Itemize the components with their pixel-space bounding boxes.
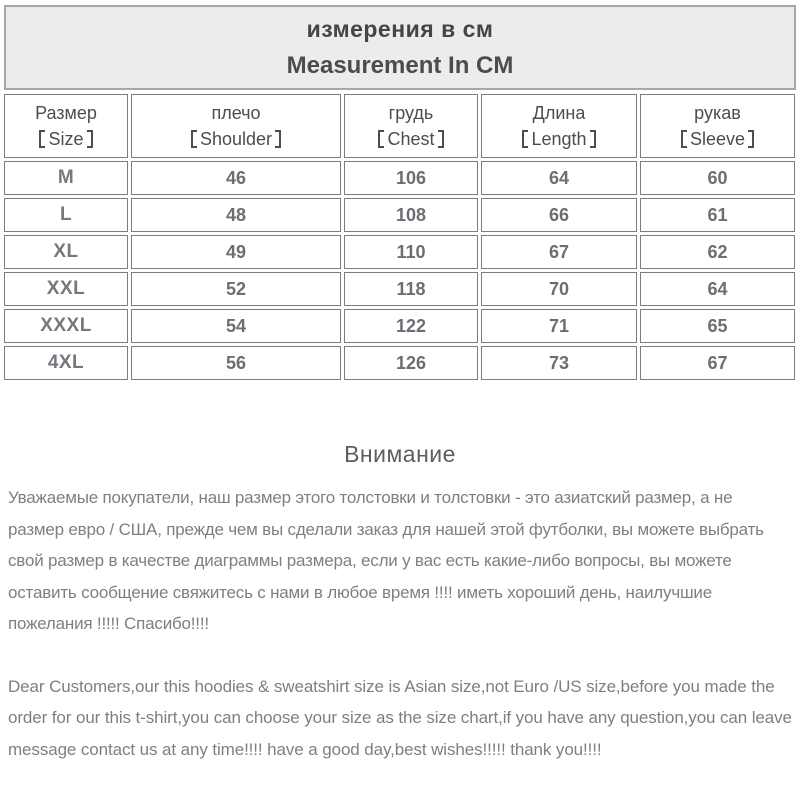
right-bracket-icon	[275, 130, 281, 148]
table-row-l-shoulder	[131, 198, 341, 232]
header-size-ru: Размер	[35, 102, 97, 123]
sleeve-value: 65	[707, 315, 728, 336]
shoulder-value: 52	[225, 278, 247, 299]
chest-value: 110	[396, 241, 426, 262]
right-bracket-icon	[87, 130, 93, 148]
length-value: 64	[548, 167, 570, 188]
table-row-xxxl-shoulder	[131, 309, 341, 343]
table-row-l-length	[481, 198, 637, 232]
size-chart-table	[4, 94, 796, 380]
header-length-en: Length	[522, 129, 595, 150]
attention-heading: Внимание	[344, 441, 456, 467]
table-row-m-shoulder	[131, 161, 341, 195]
right-bracket-icon	[748, 130, 754, 148]
table-row-xl-size	[4, 235, 128, 269]
table-row-xl-sleeve	[640, 235, 795, 269]
size-label: 4XL	[47, 352, 85, 373]
right-bracket-icon	[438, 130, 444, 148]
length-value: 71	[548, 315, 570, 336]
table-row-m-size	[4, 161, 128, 195]
table-row-xxxl-size	[4, 309, 128, 343]
column-header-chest	[344, 94, 478, 158]
banner-title-english: Measurement In CM	[286, 51, 514, 79]
table-row-xxl-size	[4, 272, 128, 306]
notice-paragraph-russian: Уважаемые покупатели, наш размер этого толстовки и толстовки - это азиатский размер, а не размер евро / США, прежде чем вы сделали заказ для нашей этой футболки, вы можете выбрать свой размер в качестве диаграммы размера, если у вас есть какие-либо вопросы, вы можете оставить сообщение свяжитесь с нами в любое время !!!! иметь хороший день, наилучшие пожелания !!!!! Спасибо!!!!	[8, 488, 764, 633]
length-value: 66	[548, 204, 570, 225]
shoulder-value: 48	[225, 204, 247, 225]
table-row-m-sleeve	[640, 161, 795, 195]
chest-value: 126	[395, 352, 427, 373]
table-row-xxl-shoulder	[131, 272, 341, 306]
header-length-ru: Длина	[532, 102, 586, 123]
size-label: L	[59, 204, 73, 225]
left-bracket-icon	[522, 130, 528, 148]
table-row-l-chest	[344, 198, 478, 232]
left-bracket-icon	[39, 130, 45, 148]
table-row-4xl-length	[481, 346, 637, 380]
table-row-xxxl-sleeve	[640, 309, 795, 343]
sleeve-value: 64	[707, 278, 728, 299]
size-label: XXL	[46, 278, 86, 299]
left-bracket-icon	[681, 130, 687, 148]
size-label: XXXL	[40, 315, 92, 336]
table-row-xxxl-chest	[344, 309, 478, 343]
table-row-4xl-chest	[344, 346, 478, 380]
header-shoulder-en: Shoulder	[191, 129, 281, 150]
chest-value: 108	[395, 204, 427, 225]
table-row-xxl-chest	[344, 272, 478, 306]
chest-value: 118	[396, 278, 426, 299]
table-row-4xl-shoulder	[131, 346, 341, 380]
left-bracket-icon	[191, 130, 197, 148]
table-row-xl-length	[481, 235, 637, 269]
table-row-4xl-sleeve	[640, 346, 795, 380]
chest-value: 106	[395, 167, 427, 188]
header-shoulder-ru: плечо	[211, 102, 261, 123]
column-header-sleeve	[640, 94, 795, 158]
length-value: 67	[548, 241, 570, 262]
sleeve-value: 61	[707, 204, 728, 225]
chest-value: 122	[395, 315, 427, 336]
shoulder-value: 54	[225, 315, 247, 336]
banner-title-russian: измерения в см	[306, 15, 494, 42]
column-header-length	[481, 94, 637, 158]
header-size-en: Size	[39, 129, 92, 150]
table-row-xxxl-length	[481, 309, 637, 343]
table-row-xxl-length	[481, 272, 637, 306]
header-sleeve-ru: рукав	[694, 102, 741, 123]
table-row-4xl-size	[4, 346, 128, 380]
sleeve-value: 62	[707, 241, 728, 262]
right-bracket-icon	[590, 130, 596, 148]
size-label: XL	[53, 241, 79, 262]
shoulder-value: 49	[225, 241, 247, 262]
length-value: 73	[548, 352, 570, 373]
table-row-xxl-sleeve	[640, 272, 795, 306]
sleeve-value: 60	[707, 167, 728, 188]
left-bracket-icon	[378, 130, 384, 148]
table-row-xl-shoulder	[131, 235, 341, 269]
header-sleeve-en: Sleeve	[681, 129, 754, 150]
length-value: 70	[548, 278, 570, 299]
size-label: M	[57, 167, 75, 188]
shoulder-value: 46	[225, 167, 247, 188]
table-row-m-length	[481, 161, 637, 195]
notice-paragraph-english: Dear Customers,our this hoodies & sweatshirt size is Asian size,not Euro /US size,before you made the order for our this t-shirt,you can choose your size as the size chart,if you have any question,you can leave message contact us at any time!!!! have a good day,best wishes!!!!! thank you!!!!	[8, 676, 792, 759]
header-chest-en: Chest	[378, 129, 443, 150]
header-chest-ru: грудь	[388, 102, 434, 123]
table-row-xl-chest	[344, 235, 478, 269]
measurement-banner	[4, 5, 796, 90]
column-header-shoulder	[131, 94, 341, 158]
shoulder-value: 56	[225, 352, 247, 373]
table-row-m-chest	[344, 161, 478, 195]
sleeve-value: 67	[707, 352, 728, 373]
table-row-l-sleeve	[640, 198, 795, 232]
column-header-size	[4, 94, 128, 158]
table-row-l-size	[4, 198, 128, 232]
